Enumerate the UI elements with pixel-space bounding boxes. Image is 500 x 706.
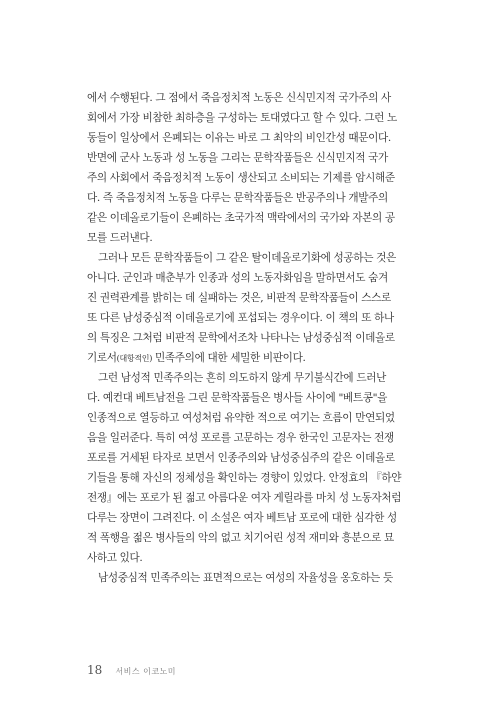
- inline-annotation: (대항적인): [116, 354, 153, 363]
- text-line: [87, 268, 432, 288]
- text-line: [87, 208, 432, 228]
- text-line: [87, 408, 432, 428]
- text-line-content: 그런 남성적 민족주의는 흔히 의도하지 않게 무기불식간에 드러난: [98, 372, 386, 384]
- body-text: [87, 88, 432, 588]
- text-line-content: 의 특징은 그처럼 비판적 문학에서조차 나타나는 남성중심적 이데올로: [87, 332, 395, 344]
- text-line-content: 또 다른 남성중심적 이데올로기에 포섭되는 경우이다. 이 책의 또 하나: [87, 312, 394, 324]
- text-line-content: 같은 이데올로기들이 은폐하는 초국가적 맥락에서의 국가와 자본의 공: [87, 212, 395, 224]
- text-line-content: 인종적으로 열등하고 여성처럼 유약한 적으로 여기는 흐름이 만연되었: [87, 412, 395, 424]
- text-line-content: 음을 일러준다. 특히 여성 포로를 고문하는 경우 한국인 고문자는 전쟁: [87, 432, 394, 444]
- text-line-content: 기들을 통해 자신의 정체성을 확인하는 경향이 있었다. 안정효의 『하얀: [87, 472, 402, 484]
- text-line: [87, 228, 432, 248]
- text-line: [87, 428, 432, 448]
- text-line: [87, 128, 432, 148]
- text-line-content: 아니다. 군인과 매춘부가 인종과 성의 노동자화임을 말하면서도 숨겨: [87, 272, 388, 284]
- page-number: 18: [87, 663, 103, 677]
- text-line-content: 반면에 군사 노동과 성 노동을 그리는 문학작품들은 신식민지적 국가: [87, 152, 388, 164]
- text-line: [87, 348, 432, 368]
- text-line-content: 사하고 있다.: [87, 552, 143, 564]
- text-line: [87, 168, 432, 188]
- text-line: [87, 308, 432, 328]
- text-line-content: 진 권력관계를 밝히는 데 실패하는 것은, 비판적 문학작품들이 스스로: [87, 292, 391, 304]
- text-line-content: 다. 예컨대 베트남전을 그린 문학작품들은 병사들 사이에 "베트콩"을: [87, 392, 388, 404]
- text-line-content: 회에서 가장 비참한 최하층을 구성하는 토대였다고 할 수 있다. 그런 노: [87, 112, 397, 124]
- text-line-content: 기로서: [87, 352, 117, 364]
- text-line-content: 적 폭행을 젊은 병사들의 악의 없고 치기어린 성적 재미와 흥분으로 묘: [87, 532, 394, 544]
- text-line-content: 남성중심적 민족주의는 표면적으로는 여성의 자율성을 옹호하는 듯: [98, 572, 393, 584]
- text-line-content: 전쟁』에는 포로가 된 젊고 아름다운 여자 게릴라를 마치 성 노동자처럼: [87, 492, 402, 504]
- text-line-content: 다루는 장면이 그려진다. 이 소설은 여자 베트남 포로에 대한 심각한 성: [87, 512, 397, 524]
- text-line: [87, 568, 432, 588]
- running-title: 서비스 이코노미: [115, 667, 177, 676]
- text-line-content: 민족주의에 대한 세밀한 비판이다.: [152, 352, 306, 364]
- text-line-content: 모를 드러낸다.: [87, 232, 153, 244]
- text-line: [87, 388, 432, 408]
- text-line: [87, 188, 432, 208]
- text-line-content: 그러나 모든 문학작품들이 그 같은 탈이데올로기화에 성공하는 것은: [98, 252, 396, 264]
- text-line: [87, 328, 432, 348]
- text-line: [87, 288, 432, 308]
- text-line: [87, 88, 432, 108]
- text-line-content: 다. 즉 죽음정치적 노동을 다루는 문학작품들은 반공주의나 개발주의: [87, 192, 388, 204]
- text-line: [87, 488, 432, 508]
- text-line: [87, 368, 432, 388]
- text-line: [87, 508, 432, 528]
- text-line-content: 에서 수행된다. 그 점에서 죽음정치적 노동은 신식민지적 국가주의 사: [87, 92, 391, 104]
- page-footer: [87, 659, 176, 678]
- text-line: [87, 248, 432, 268]
- text-line-content: 포로를 거세된 타자로 보면서 인종주의와 남성중심주의 같은 이데올로: [87, 452, 395, 464]
- text-line-content: 주의 사회에서 죽음정치적 노동이 생산되고 소비되는 기제를 암시해준: [87, 172, 395, 184]
- text-line-content: 동들이 일상에서 은폐되는 이유는 바로 그 최악의 비인간성 때문이다.: [87, 132, 391, 144]
- text-line: [87, 548, 432, 568]
- text-line: [87, 108, 432, 128]
- text-line: [87, 468, 432, 488]
- text-line: [87, 448, 432, 468]
- text-line: [87, 148, 432, 168]
- text-line: [87, 528, 432, 548]
